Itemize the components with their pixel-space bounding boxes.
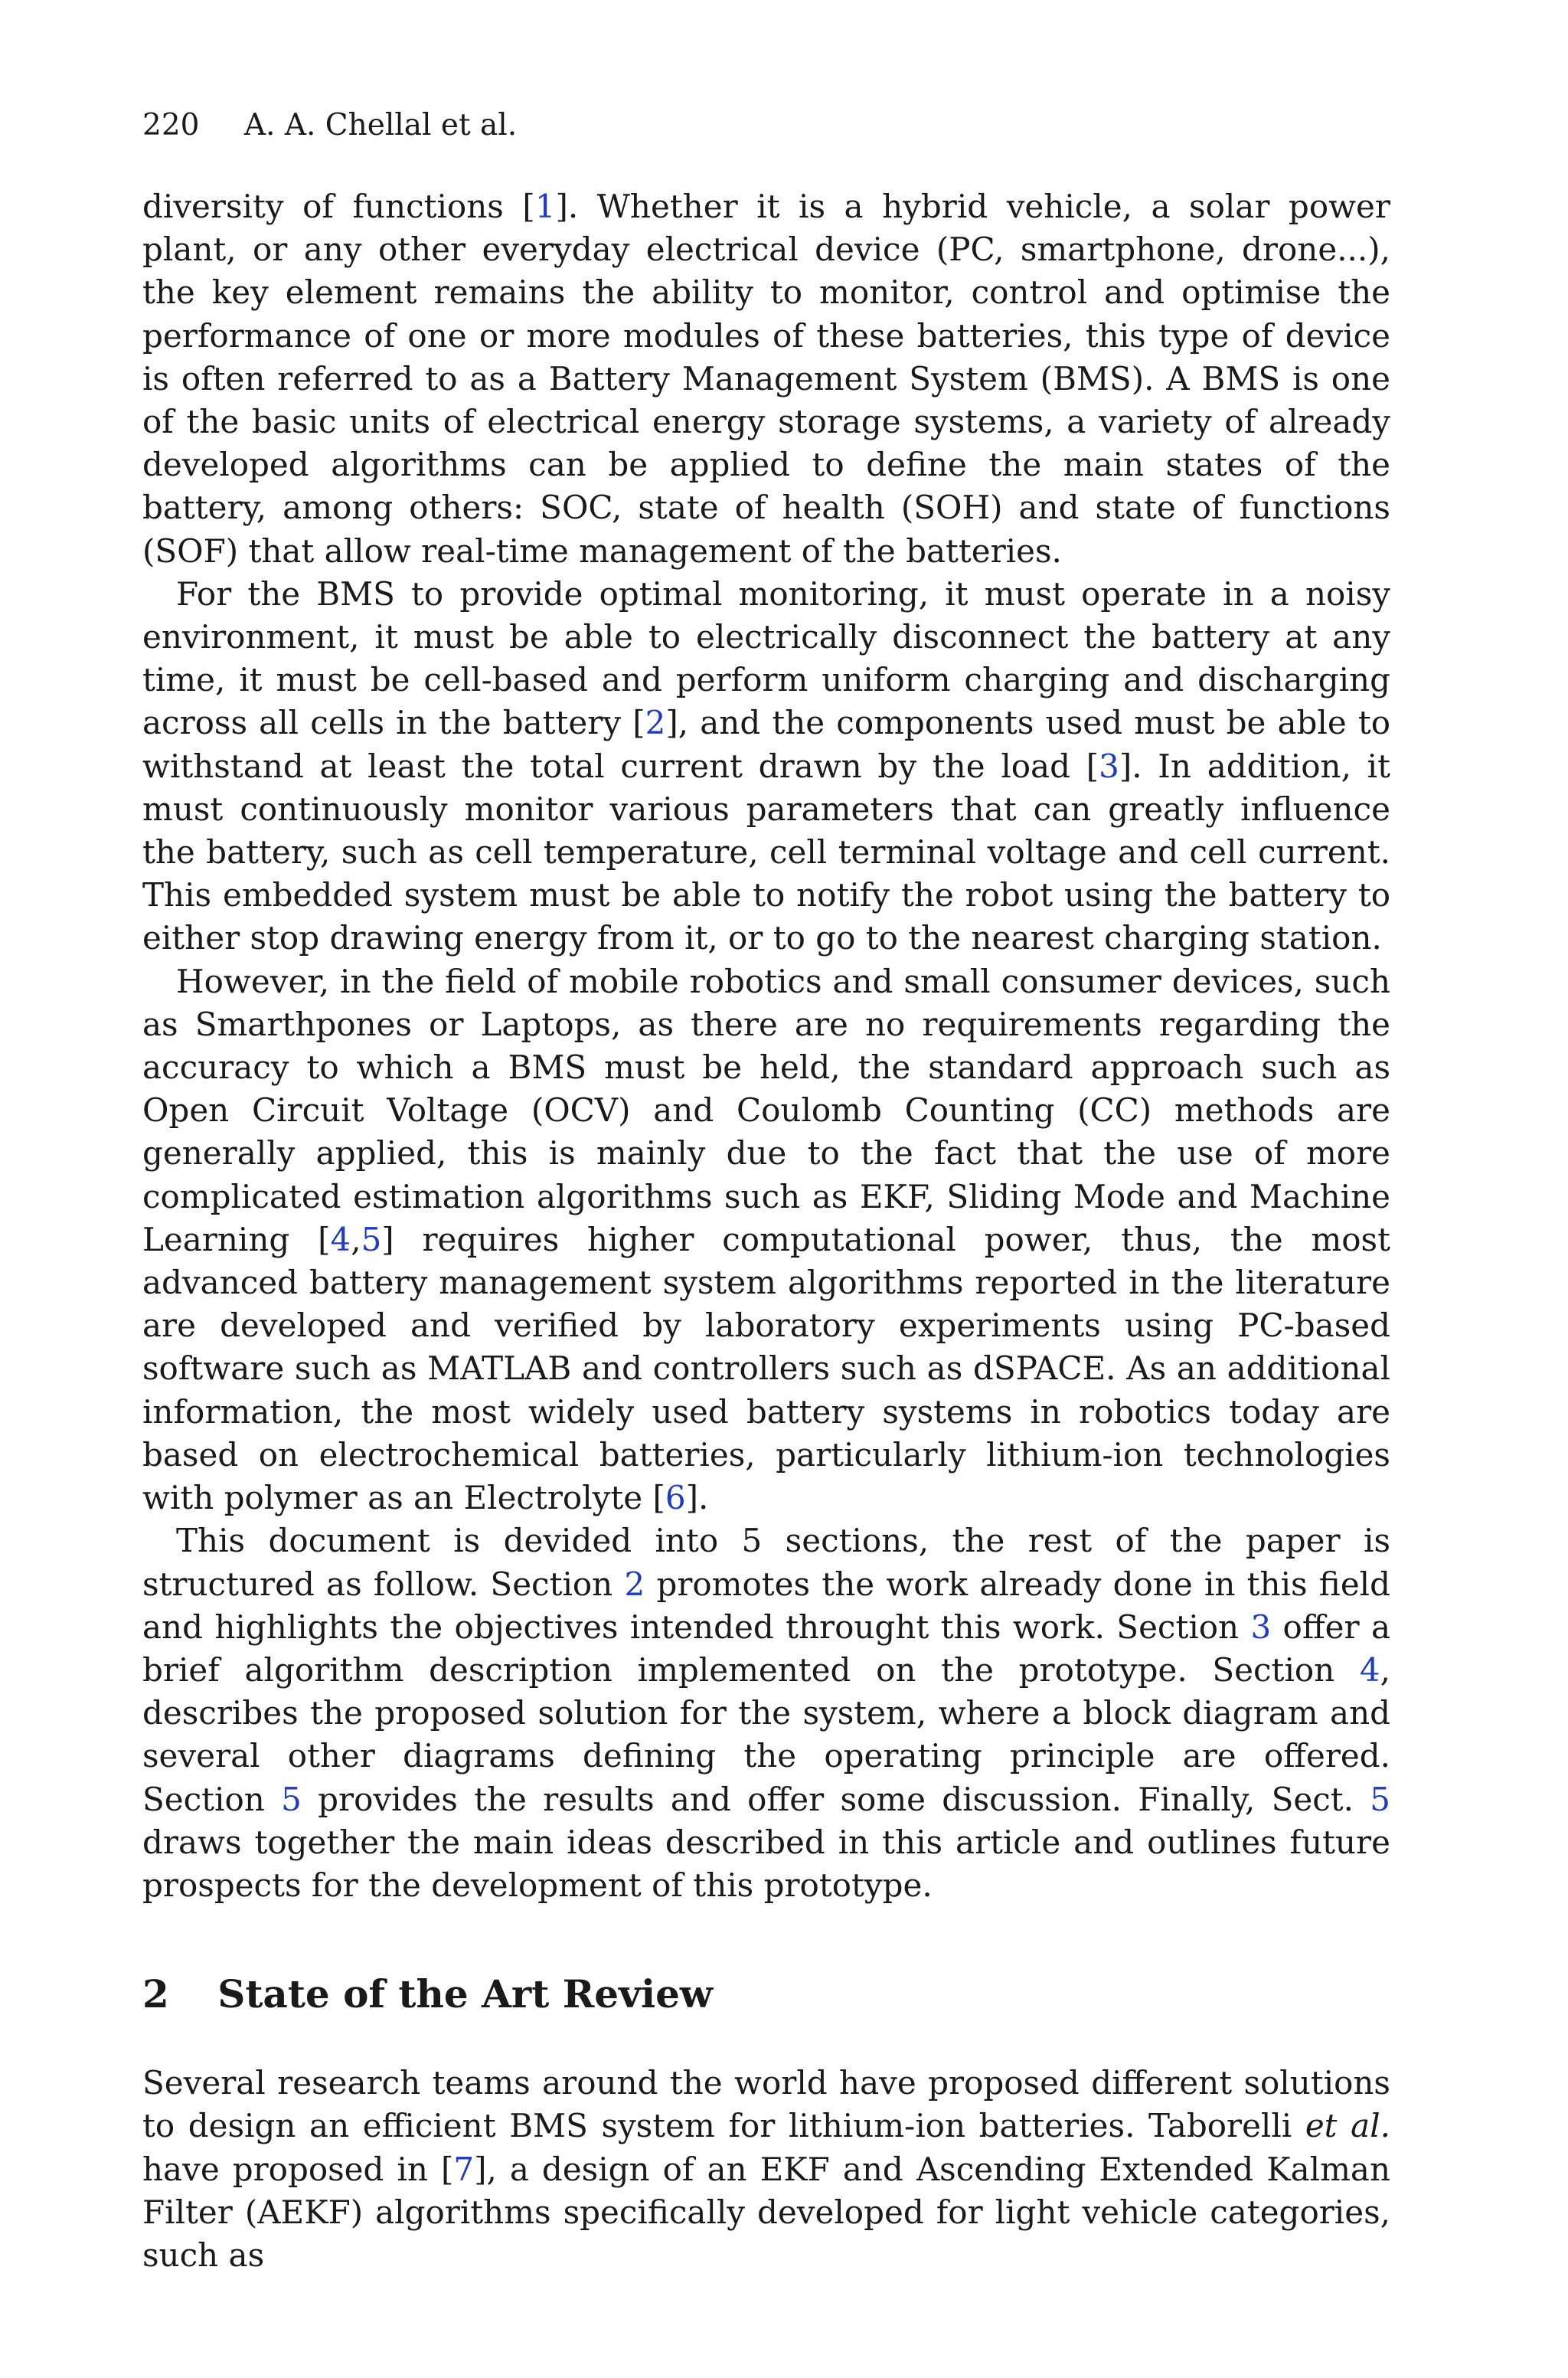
citation-link[interactable]: 2 [624, 1565, 645, 1603]
paragraph-3: However, in the field of mobile robotics and small consumer devices, such as Smarthpones or Laptops, as there are no requirements regarding the accuracy to which a BMS must be held, the standard approach such as Open Circuit Voltage (OCV) and Coulomb Counting (CC) methods are generally applied, this is mainly due to the fact that the use of more complicated estimation algorithms such as EKF, Sliding Mode and Machine Learning [4,5] requires higher computational power, thus, the most advanced battery management system algorithms reported in the literature are developed and verified by laboratory experiments using PC-based software such as MATLAB and controllers such as dSPACE. As an additional information, the most widely used battery systems in robotics today are based on electrochemical batteries, particularly lithium-ion technologies with polymer as an Electrolyte [6]. [142, 962, 1390, 1517]
paragraph-2: For the BMS to provide optimal monitoring, it must operate in a noisy environment, it must be able to electrically disconnect the battery at any time, it must be cell-based and perform uniform charging and discharging across all cells in the battery [2], and the components used must be able to withstand at least the total current drawn by the load [3]. In addition, it must continuously monitor various parameters that can greatly influence the battery, such as cell temperature, cell terminal voltage and cell current. This embedded system must be able to notify the robot using the battery to either stop drawing energy from it, or to go to the nearest charging station. [142, 574, 1390, 957]
emphasis-text: et al. [1305, 2107, 1390, 2145]
citation-link[interactable]: 6 [665, 1479, 686, 1517]
running-header [142, 107, 1390, 144]
citation-link[interactable]: 2 [645, 704, 666, 742]
citation-link[interactable]: 1 [534, 188, 556, 225]
paragraph-1: diversity of functions [1]. Whether it is a hybrid vehicle, a solar power plant, or any other everyday electrical device (PC, smartphone, drone...), the key element remains the ability to monitor, control and optimise the performance of one or more modules of these batteries, this type of device is often referred to as a Battery Management System (BMS). A BMS is one of the basic units of electrical energy storage systems, a variety of already developed algorithms can be applied to define the main states of the battery, among others: SOC, state of health (SOH) and state of functions (SOF) that allow real-time management of the batteries. [142, 188, 1390, 570]
citation-link[interactable]: 4 [1359, 1650, 1380, 1689]
page-number: 220 [142, 108, 200, 142]
running-authors: A. A. Chellal et al. [243, 108, 518, 142]
section-heading [142, 1971, 1390, 2017]
citation-link[interactable]: 5 [281, 1780, 302, 1818]
citation-link[interactable]: 7 [453, 2150, 475, 2188]
section-title: State of the Art Review [217, 1971, 713, 2017]
citation-link[interactable]: 5 [361, 1220, 382, 1258]
citation-link[interactable]: 3 [1099, 747, 1119, 785]
section-paragraph: Several research teams around the world have proposed different solutions to design an efficient BMS system for lithium-ion batteries. Taborelli et al. have proposed in [7], a design of an EKF and Ascending Extended Kalman Filter (AEKF) algorithms specifically developed for light vehicle categories, such as [142, 2064, 1390, 2274]
paragraph-4: This document is devided into 5 sections, the rest of the paper is structured as follow. Section 2 promotes the work already done in this field and highlights the objectives intended throught this work. Section 3 offer a brief algorithm description implemented on the prototype. Section 4, describes the proposed solution for the system, where a block diagram and several other diagrams defining the operating principle are offered. Section 5 provides the results and offer some discussion. Finally, Sect. 5 draws together the main ideas described in this article and outlines future prospects for the development of this prototype. [142, 1522, 1390, 1904]
section-number: 2 [142, 1971, 169, 2017]
citation-link[interactable]: 5 [1370, 1780, 1390, 1818]
citation-link[interactable]: 3 [1250, 1608, 1272, 1646]
body-text [142, 185, 1390, 1907]
paper-page [142, 107, 1390, 2277]
citation-link[interactable]: 4 [330, 1220, 351, 1258]
